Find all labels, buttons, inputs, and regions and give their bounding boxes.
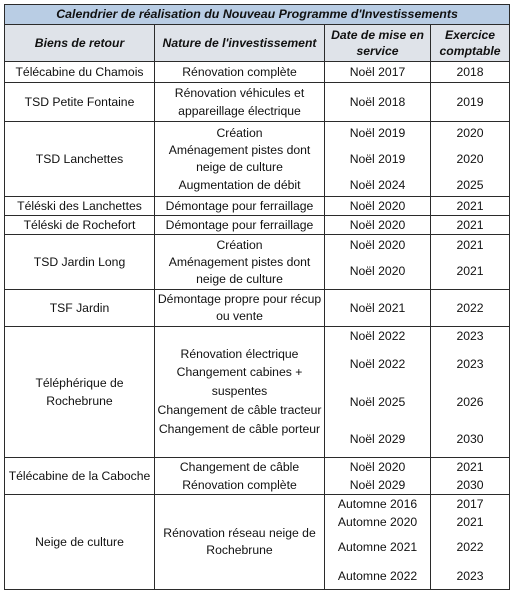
table-row (5, 495, 510, 590)
exercice-cell: 2019 (431, 83, 510, 122)
bien-cell: TSD Jardin Long (5, 235, 155, 290)
nature-cell: Rénovation complète (155, 62, 325, 83)
nature-line: Création (216, 126, 263, 140)
date-line: Noël 2019 (349, 126, 406, 140)
date-cell (325, 235, 431, 290)
exercice-line: 2025 (456, 178, 484, 192)
exercice-line: 2022 (456, 540, 484, 554)
column-header-exercice: Exercice comptable (431, 25, 510, 62)
nature-cell (155, 235, 325, 290)
date-line: Noël 2020 (349, 238, 406, 252)
exercice-line: 2023 (456, 356, 484, 371)
date-line: Noël 2020 (349, 460, 406, 474)
date-cell (325, 458, 431, 495)
date-cell: Noël 2017 (325, 62, 431, 83)
exercice-line: 2020 (456, 152, 484, 166)
bien-cell: Téléski des Lanchettes (5, 197, 155, 216)
bien-cell: Télécabine du Chamois (5, 62, 155, 83)
nature-line: Changement de câble porteur (158, 422, 321, 436)
nature-cell: Démontage pour ferraillage (155, 216, 325, 235)
exercice-cell: 2021 (431, 197, 510, 216)
exercice-line: 2023 (456, 569, 484, 583)
table-row (5, 62, 510, 83)
exercice-cell (431, 458, 510, 495)
exercice-cell (431, 495, 510, 590)
date-line: Noël 2029 (349, 431, 406, 446)
table-row (5, 83, 510, 122)
bien-cell: TSF Jardin (5, 290, 155, 327)
bien-cell: Téléski de Rochefort (5, 216, 155, 235)
date-line: Noël 2025 (349, 394, 406, 409)
date-cell (325, 122, 431, 197)
nature-cell: Démontage propre pour récup ou vente (155, 290, 325, 327)
nature-cell: Rénovation réseau neige de Rochebrune (155, 495, 325, 590)
date-line: Automne 2022 (337, 569, 418, 583)
table-row (5, 290, 510, 327)
date-cell: Noël 2020 (325, 216, 431, 235)
column-header-nature: Nature de l'investissement (155, 25, 325, 62)
date-cell (325, 495, 431, 590)
nature-line: Rénovation électrique (180, 347, 299, 361)
date-line: Noël 2020 (349, 264, 406, 278)
date-line: Automne 2020 (337, 515, 418, 529)
exercice-line: 2017 (456, 497, 484, 511)
exercice-cell: 2018 (431, 62, 510, 83)
date-line: Noël 2022 (349, 328, 406, 343)
nature-line: Augmentation de débit (178, 178, 301, 192)
date-line: Noël 2022 (349, 356, 406, 371)
exercice-line: 2021 (456, 238, 484, 252)
bien-cell: Téléphérique de Rochebrune (5, 327, 155, 458)
nature-line: Changement de câble (179, 460, 300, 474)
nature-line: Création (216, 238, 263, 252)
nature-line: Changement de câble tracteur (157, 403, 322, 417)
exercice-cell: 2022 (431, 290, 510, 327)
table-title: Calendrier de réalisation du Nouveau Programme d'Investissements (5, 5, 510, 25)
exercice-line: 2021 (456, 460, 484, 474)
exercice-line: 2030 (456, 431, 484, 446)
date-line: Noël 2029 (349, 478, 406, 492)
column-header-bien: Biens de retour (5, 25, 155, 62)
table-row (5, 458, 510, 495)
bien-cell: Télécabine de la Caboche (5, 458, 155, 495)
date-line: Noël 2024 (349, 178, 406, 192)
investment-schedule-table (4, 4, 510, 590)
nature-cell (155, 458, 325, 495)
date-line: Automne 2016 (337, 497, 418, 511)
date-cell: Noël 2020 (325, 197, 431, 216)
date-cell: Noël 2021 (325, 290, 431, 327)
table-row (5, 197, 510, 216)
table-row (5, 122, 510, 197)
nature-cell (155, 122, 325, 197)
column-header-date: Date de mise en service (325, 25, 431, 62)
exercice-line: 2020 (456, 126, 484, 140)
nature-line: Changement cabines + suspentes (176, 365, 303, 398)
bien-cell: TSD Lanchettes (5, 122, 155, 197)
date-cell: Noël 2018 (325, 83, 431, 122)
exercice-line: 2021 (456, 264, 484, 278)
table-row (5, 235, 510, 290)
exercice-cell (431, 327, 510, 458)
date-line: Automne 2021 (337, 540, 418, 554)
nature-cell: Rénovation véhicules et appareillage électrique (155, 83, 325, 122)
nature-line: Rénovation complète (182, 478, 297, 492)
nature-line: Aménagement pistes dont neige de culture (168, 255, 311, 286)
exercice-line: 2026 (456, 394, 484, 409)
nature-line: Aménagement pistes dont neige de culture (168, 143, 311, 174)
exercice-cell (431, 235, 510, 290)
date-line: Noël 2019 (349, 152, 406, 166)
exercice-line: 2023 (456, 328, 484, 343)
nature-cell: Démontage pour ferraillage (155, 197, 325, 216)
nature-cell (155, 327, 325, 458)
date-cell (325, 327, 431, 458)
exercice-line: 2030 (456, 478, 484, 492)
bien-cell: TSD Petite Fontaine (5, 83, 155, 122)
table-row (5, 216, 510, 235)
bien-cell: Neige de culture (5, 495, 155, 590)
table-row (5, 327, 510, 458)
exercice-line: 2021 (456, 515, 484, 529)
exercice-cell: 2021 (431, 216, 510, 235)
exercice-cell (431, 122, 510, 197)
